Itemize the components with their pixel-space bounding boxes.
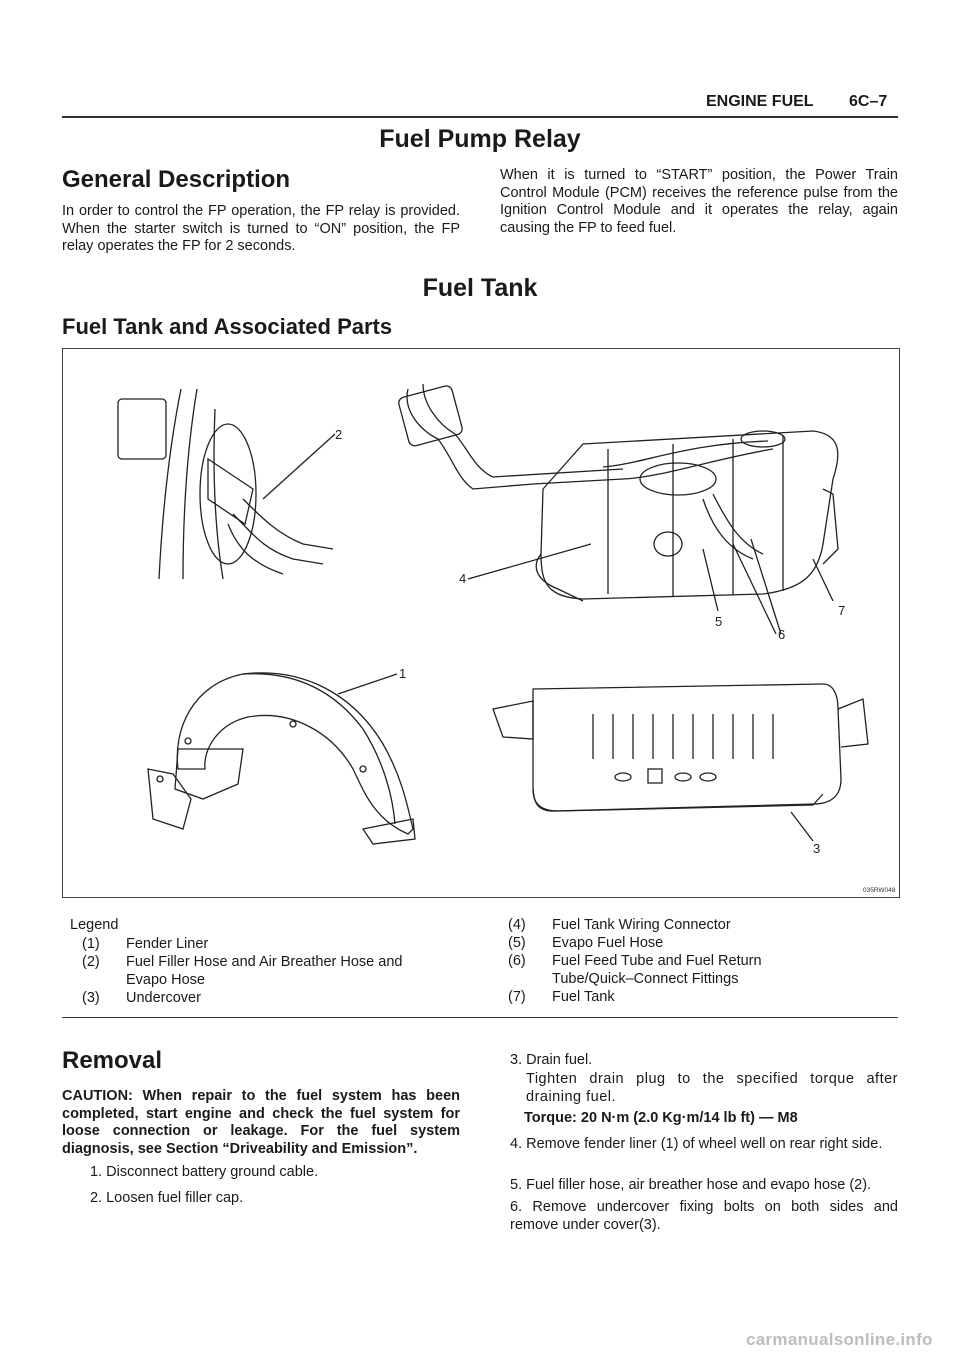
removal-torque: Torque: 20 N·m (2.0 Kg·m/14 lb ft) — M8 [524,1110,798,1126]
fender-liner-illustration [148,673,415,844]
undercover-illustration [493,684,868,841]
legend-item [508,916,898,934]
legend-item-text: Fuel Tank Wiring Connector [552,917,731,933]
fuel-tank-illustration-top [397,384,838,634]
callout-4: 4 [459,571,467,586]
removal-caution: CAUTION: When repair to the fuel system has been completed, start engine and check the fuel system for loose connection or leakage. For the fuel system diagnosis, see Section “Driveability and Emission”. [62,1088,460,1157]
removal-step-3-note: Tighten drain plug to the specified torque after draining fuel. [526,1071,898,1105]
legend-item-number: (7) [508,989,526,1005]
fuel-tank-title: Fuel Tank [422,274,538,302]
legend-item-number: (6) [508,953,526,969]
legend-item-text: Fuel Tank [552,989,615,1005]
watermark: carmanualsonline.info [746,1330,933,1349]
legend-right [508,916,898,1006]
legend-item [70,953,470,989]
removal-step-5: 5. Fuel filler hose, air breather hose and evapo hose (2). [510,1177,872,1193]
removal-step-1: 1. Disconnect battery ground cable. [90,1164,319,1180]
legend-item-text: Evapo Fuel Hose [552,935,664,951]
legend-item-number: (2) [82,954,100,970]
callout-6: 6 [778,627,786,642]
callout-3: 3 [813,841,821,856]
callout-5: 5 [715,614,723,629]
legend-item-number: (1) [82,936,100,952]
filler-neck-illustration [118,389,335,579]
legend-item [508,952,898,988]
removal-step-4: 4. Remove fender liner (1) of wheel well on rear right side. [510,1136,883,1152]
legend-rule [62,1017,898,1018]
general-description-right: When it is turned to “START” position, the Power Train Control Module (PCM) receives the reference pulse from the Ignition Control Module and it operates the relay, again causing the FP to feed fuel. [500,167,898,236]
callout-1: 1 [399,666,407,681]
legend-left [70,916,470,1007]
removal-step-2: 2. Loosen fuel filler cap. [90,1190,244,1206]
fuel-tank-illustration [63,349,899,897]
legend-item-text: Undercover [126,990,201,1006]
legend-item-text: Fuel Filler Hose and Air Breather Hose and Evapo Hose [126,954,403,988]
header-section: ENGINE FUEL [706,93,814,110]
fuel-tank-figure [62,348,900,898]
callout-7: 7 [838,603,846,618]
legend-item [70,989,470,1007]
header-rule [62,116,898,118]
legend-heading: Legend [70,917,119,933]
general-description-left: In order to control the FP operation, the FP relay is provided. When the starter switch is turned to “ON” position, the FP relay operates the FP for 2 seconds. [62,203,460,254]
legend-item-number: (3) [82,990,100,1006]
legend-item-number: (5) [508,935,526,951]
figure-code: 035RW048 [863,887,896,894]
legend-item-number: (4) [508,917,526,933]
legend-item [70,935,470,953]
legend-item-text: Fender Liner [126,936,209,952]
legend-item-text: Fuel Feed Tube and Fuel Return Tube/Quick–Connect Fittings [552,953,762,987]
legend-item [508,934,898,952]
fuel-pump-relay-title: Fuel Pump Relay [379,125,581,153]
general-description-heading: General Description [62,166,291,193]
removal-step-3: 3. Drain fuel. [510,1052,593,1068]
header-page-number: 6C–7 [849,93,888,110]
removal-heading: Removal [62,1047,163,1074]
legend-item [508,988,898,1006]
fuel-tank-subheading: Fuel Tank and Associated Parts [62,314,393,339]
removal-step-6: 6. Remove undercover fixing bolts on both sides and remove under cover(3). [510,1199,898,1233]
callout-2: 2 [335,427,343,442]
